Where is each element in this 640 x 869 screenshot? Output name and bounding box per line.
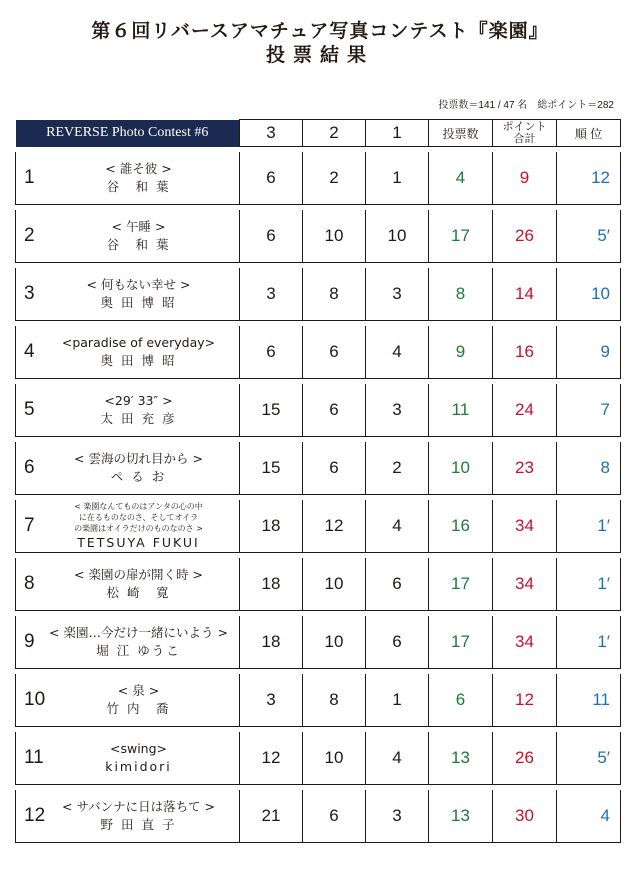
table-row (16, 326, 621, 379)
photo-title: < 泉 > (117, 683, 160, 698)
score-3pt: 3 (240, 268, 303, 321)
score-3pt: 6 (240, 152, 303, 205)
table-row (16, 152, 621, 205)
table-row (16, 210, 621, 263)
entry-cell (16, 326, 240, 379)
score-1pt: 4 (366, 326, 429, 379)
table-row (16, 268, 621, 321)
point-total: 14 (493, 268, 557, 321)
table-row (16, 442, 621, 495)
score-1pt: 3 (366, 384, 429, 437)
score-2pt: 12 (303, 500, 366, 553)
entry-number: 5 (24, 399, 35, 420)
photo-title: < 誰そ彼 > (105, 161, 172, 176)
vote-count: 11 (429, 384, 493, 437)
column-header-3pt: 3 (240, 120, 303, 147)
score-2pt: 8 (303, 268, 366, 321)
point-total: 24 (493, 384, 557, 437)
score-1pt: 3 (366, 790, 429, 843)
entry-number: 12 (24, 805, 46, 826)
final-rank: 12 (557, 152, 621, 205)
final-rank: 1′ (557, 558, 621, 611)
point-total: 34 (493, 616, 557, 669)
final-rank: 1′ (557, 500, 621, 553)
column-header-rank: 順 位 (557, 120, 621, 147)
entry-number: 10 (24, 689, 46, 710)
score-2pt: 10 (303, 732, 366, 785)
score-2pt: 6 (303, 442, 366, 495)
results-body (16, 147, 621, 843)
vote-count: 8 (429, 268, 493, 321)
score-1pt: 4 (366, 500, 429, 553)
point-total: 12 (493, 674, 557, 727)
entry-number: 4 (24, 341, 35, 362)
photo-title: <paradise of everyday> (61, 335, 216, 350)
entry-cell (16, 384, 240, 437)
entry-cell (16, 674, 240, 727)
photographer-name: 太 田 充 彦 (100, 411, 177, 426)
score-2pt: 6 (303, 326, 366, 379)
column-header-2pt: 2 (303, 120, 366, 147)
points-header-line2: 合計 (513, 133, 536, 145)
entry-cell (16, 500, 240, 553)
score-2pt: 6 (303, 384, 366, 437)
score-3pt: 15 (240, 442, 303, 495)
score-3pt: 12 (240, 732, 303, 785)
score-1pt: 4 (366, 732, 429, 785)
entry-number: 3 (24, 283, 35, 304)
results-table (15, 119, 621, 843)
photographer-name: TETSUYA FUKUI (77, 534, 200, 550)
entry-cell (16, 558, 240, 611)
point-total: 26 (493, 210, 557, 263)
score-3pt: 21 (240, 790, 303, 843)
photographer-name: 野 田 直 子 (100, 817, 177, 832)
entry-cell (16, 210, 240, 263)
vote-count: 17 (429, 210, 493, 263)
score-3pt: 18 (240, 558, 303, 611)
vote-count: 17 (429, 558, 493, 611)
table-row (16, 790, 621, 843)
vote-count: 6 (429, 674, 493, 727)
table-row (16, 500, 621, 553)
table-row (16, 384, 621, 437)
score-3pt: 15 (240, 384, 303, 437)
score-3pt: 6 (240, 326, 303, 379)
final-rank: 9 (557, 326, 621, 379)
score-1pt: 10 (366, 210, 429, 263)
point-total: 34 (493, 500, 557, 553)
photographer-name: 松 崎 寛 (106, 585, 171, 600)
entry-number: 9 (24, 631, 35, 652)
entry-number: 11 (24, 747, 44, 768)
score-1pt: 1 (366, 152, 429, 205)
photo-title: < 雲海の切れ目から > (74, 451, 203, 466)
vote-count: 16 (429, 500, 493, 553)
photo-title: < 何もない幸せ > (86, 277, 191, 292)
final-rank: 1′ (557, 616, 621, 669)
score-1pt: 1 (366, 674, 429, 727)
score-1pt: 6 (366, 616, 429, 669)
column-header-votes: 投票数 (429, 120, 493, 147)
score-3pt: 3 (240, 674, 303, 727)
score-2pt: 10 (303, 616, 366, 669)
entry-cell (16, 442, 240, 495)
entry-cell (16, 152, 240, 205)
photographer-name: 竹 内 喬 (106, 701, 171, 716)
vote-count: 9 (429, 326, 493, 379)
contest-brand-label: REVERSE Photo Contest #6 (16, 120, 240, 147)
final-rank: 8 (557, 442, 621, 495)
score-1pt: 2 (366, 442, 429, 495)
page-title: 第６回リバースアマチュア写真コンテスト『楽園』 (91, 20, 549, 42)
entry-cell (16, 268, 240, 321)
points-header-line1: ポイント (502, 121, 547, 133)
photo-title: <swing> (109, 741, 167, 756)
photographer-name: 奥 田 博 昭 (100, 295, 177, 310)
point-total: 16 (493, 326, 557, 379)
score-3pt: 18 (240, 500, 303, 553)
vote-count: 13 (429, 790, 493, 843)
photo-title: < 午睡 > (111, 219, 166, 234)
vote-count: 17 (429, 616, 493, 669)
score-3pt: 6 (240, 210, 303, 263)
photo-title: < サバンナに日は落ちて > (61, 799, 216, 814)
entry-number: 6 (24, 457, 35, 478)
table-row (16, 616, 621, 669)
score-2pt: 8 (303, 674, 366, 727)
vote-count: 13 (429, 732, 493, 785)
vote-count: 10 (429, 442, 493, 495)
photo-title: < 楽園の扉が開く時 > (74, 567, 203, 582)
photographer-name: 谷 和 葉 (106, 237, 171, 252)
final-rank: 11 (557, 674, 621, 727)
vote-count: 4 (429, 152, 493, 205)
table-row (16, 558, 621, 611)
final-rank: 7 (557, 384, 621, 437)
photo-title: < 楽園なんてものはアンタの心の中 に在るものなのさ、そしてオイラ の楽園はオイラだけのものなのさ > (74, 501, 203, 533)
point-total: 9 (493, 152, 557, 205)
score-2pt: 10 (303, 210, 366, 263)
column-header-1pt: 1 (366, 120, 429, 147)
score-1pt: 6 (366, 558, 429, 611)
final-rank: 10 (557, 268, 621, 321)
entry-number: 1 (24, 167, 35, 188)
column-header-points (493, 120, 557, 147)
entry-number: 8 (24, 573, 35, 594)
photographer-name: 堀 江 ゆうこ (96, 643, 181, 658)
photographer-name: 谷 和 葉 (106, 179, 171, 194)
entry-cell (16, 732, 240, 785)
photo-title: < 楽園…今だけ一緒にいよう > (49, 625, 228, 640)
score-3pt: 18 (240, 616, 303, 669)
point-total: 23 (493, 442, 557, 495)
entry-cell (16, 790, 240, 843)
point-total: 34 (493, 558, 557, 611)
final-rank: 5′ (557, 210, 621, 263)
photographer-name: ペ る お (110, 469, 167, 484)
final-rank: 4 (557, 790, 621, 843)
entry-number: 7 (24, 515, 35, 536)
point-total: 30 (493, 790, 557, 843)
photographer-name: 奥 田 博 昭 (100, 353, 177, 368)
entry-number: 2 (24, 225, 35, 246)
score-2pt: 10 (303, 558, 366, 611)
score-2pt: 2 (303, 152, 366, 205)
entry-cell (16, 616, 240, 669)
vote-stats: 投票数＝141 / 47 名 総ポイント＝282 (438, 100, 614, 111)
point-total: 26 (493, 732, 557, 785)
header-row (16, 120, 621, 147)
score-1pt: 3 (366, 268, 429, 321)
page-subtitle: 投票結果 (265, 44, 374, 66)
table-row (16, 732, 621, 785)
final-rank: 5′ (557, 732, 621, 785)
score-2pt: 6 (303, 790, 366, 843)
table-row (16, 674, 621, 727)
photo-title: <29′ 33″ > (104, 393, 173, 408)
photographer-name: kimidori (105, 759, 172, 774)
